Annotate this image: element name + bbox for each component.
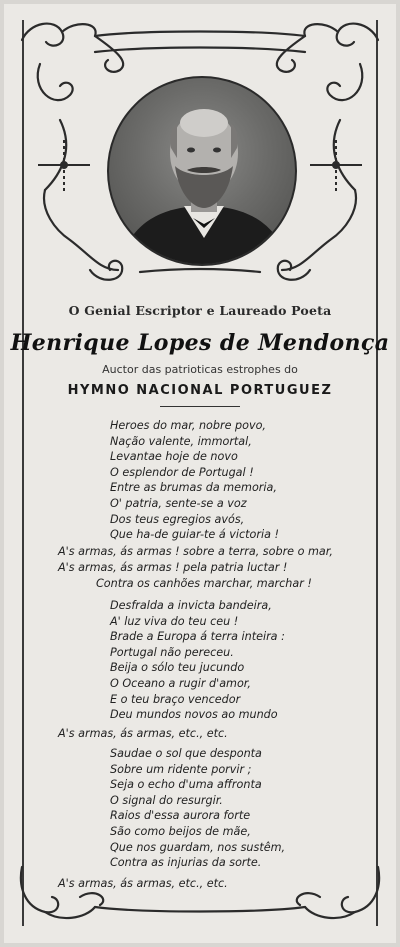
author-line: Auctor das patrioticas estrophes do — [102, 363, 298, 376]
poet-subtitle: O Genial Escriptor e Laureado Poeta — [68, 303, 332, 318]
verse-line: Beija o sólo teu jucundo — [110, 661, 245, 675]
verse-line: Dos teus egregios avós, — [110, 512, 245, 526]
verse-line: Entre as brumas da memoria, — [110, 481, 277, 495]
refrain-2: A's armas, ás armas, etc., etc. — [58, 877, 228, 890]
stanza-2 — [110, 598, 285, 723]
verse-line: Raios d'essa aurora forte — [110, 809, 251, 823]
chorus-line-1: A's armas, ás armas ! sobre a terra, sobre o mar, — [58, 545, 333, 558]
verse-line: E o teu braço vencedor — [110, 692, 241, 706]
verse-line: Deu mundos novos ao mundo — [110, 708, 278, 722]
verse-line: Saudae o sol que desponta — [110, 747, 262, 760]
chorus-line-2: A's armas, ás armas ! pela patria luctar ! — [58, 561, 288, 574]
verse-line: Contra as injurias da sorte. — [110, 856, 262, 870]
verse-line: Seja o echo d'uma affronta — [110, 778, 262, 792]
portrait-photo — [107, 76, 297, 266]
bottom-scroll-ornament — [0, 827, 400, 947]
verse-line: A' luz viva do teu ceu ! — [110, 614, 239, 628]
portrait-figure — [109, 78, 297, 266]
stanza-1 — [110, 418, 279, 543]
poet-name: Henrique Lopes de Mendonça — [10, 330, 390, 356]
verse-line: Que ha-de guiar-te á victoria ! — [110, 528, 279, 542]
verse-line: Sobre um ridente porvir ; — [110, 762, 252, 776]
verse-line: Nação valente, immortal, — [110, 434, 252, 448]
verse-line: O' patria, sente-se a voz — [110, 496, 247, 510]
title-divider — [160, 406, 240, 407]
verse-line: O signal do resurgir. — [110, 793, 223, 807]
verse-line: O esplendor de Portugal ! — [110, 465, 254, 479]
verse-line: Portugal não pereceu. — [110, 645, 234, 659]
verse-line: São como beijos de mãe, — [110, 824, 251, 838]
refrain-1: A's armas, ás armas, etc., etc. — [58, 727, 228, 740]
verse-line: Levantae hoje de novo — [110, 450, 238, 464]
anthem-title: HYMNO NACIONAL PORTUGUEZ — [67, 383, 333, 398]
chorus-line-3: Contra os canhões marchar, marchar ! — [96, 577, 312, 590]
verse-line: Que nos guardam, nos sustêm, — [110, 840, 286, 854]
verse-line: Brade a Europa á terra inteira : — [110, 630, 285, 644]
verse-line: Desfralda a invicta bandeira, — [110, 599, 272, 612]
verse-line: Heroes do mar, nobre povo, — [110, 419, 266, 432]
verse-line: O Oceano a rugir d'amor, — [110, 676, 251, 690]
